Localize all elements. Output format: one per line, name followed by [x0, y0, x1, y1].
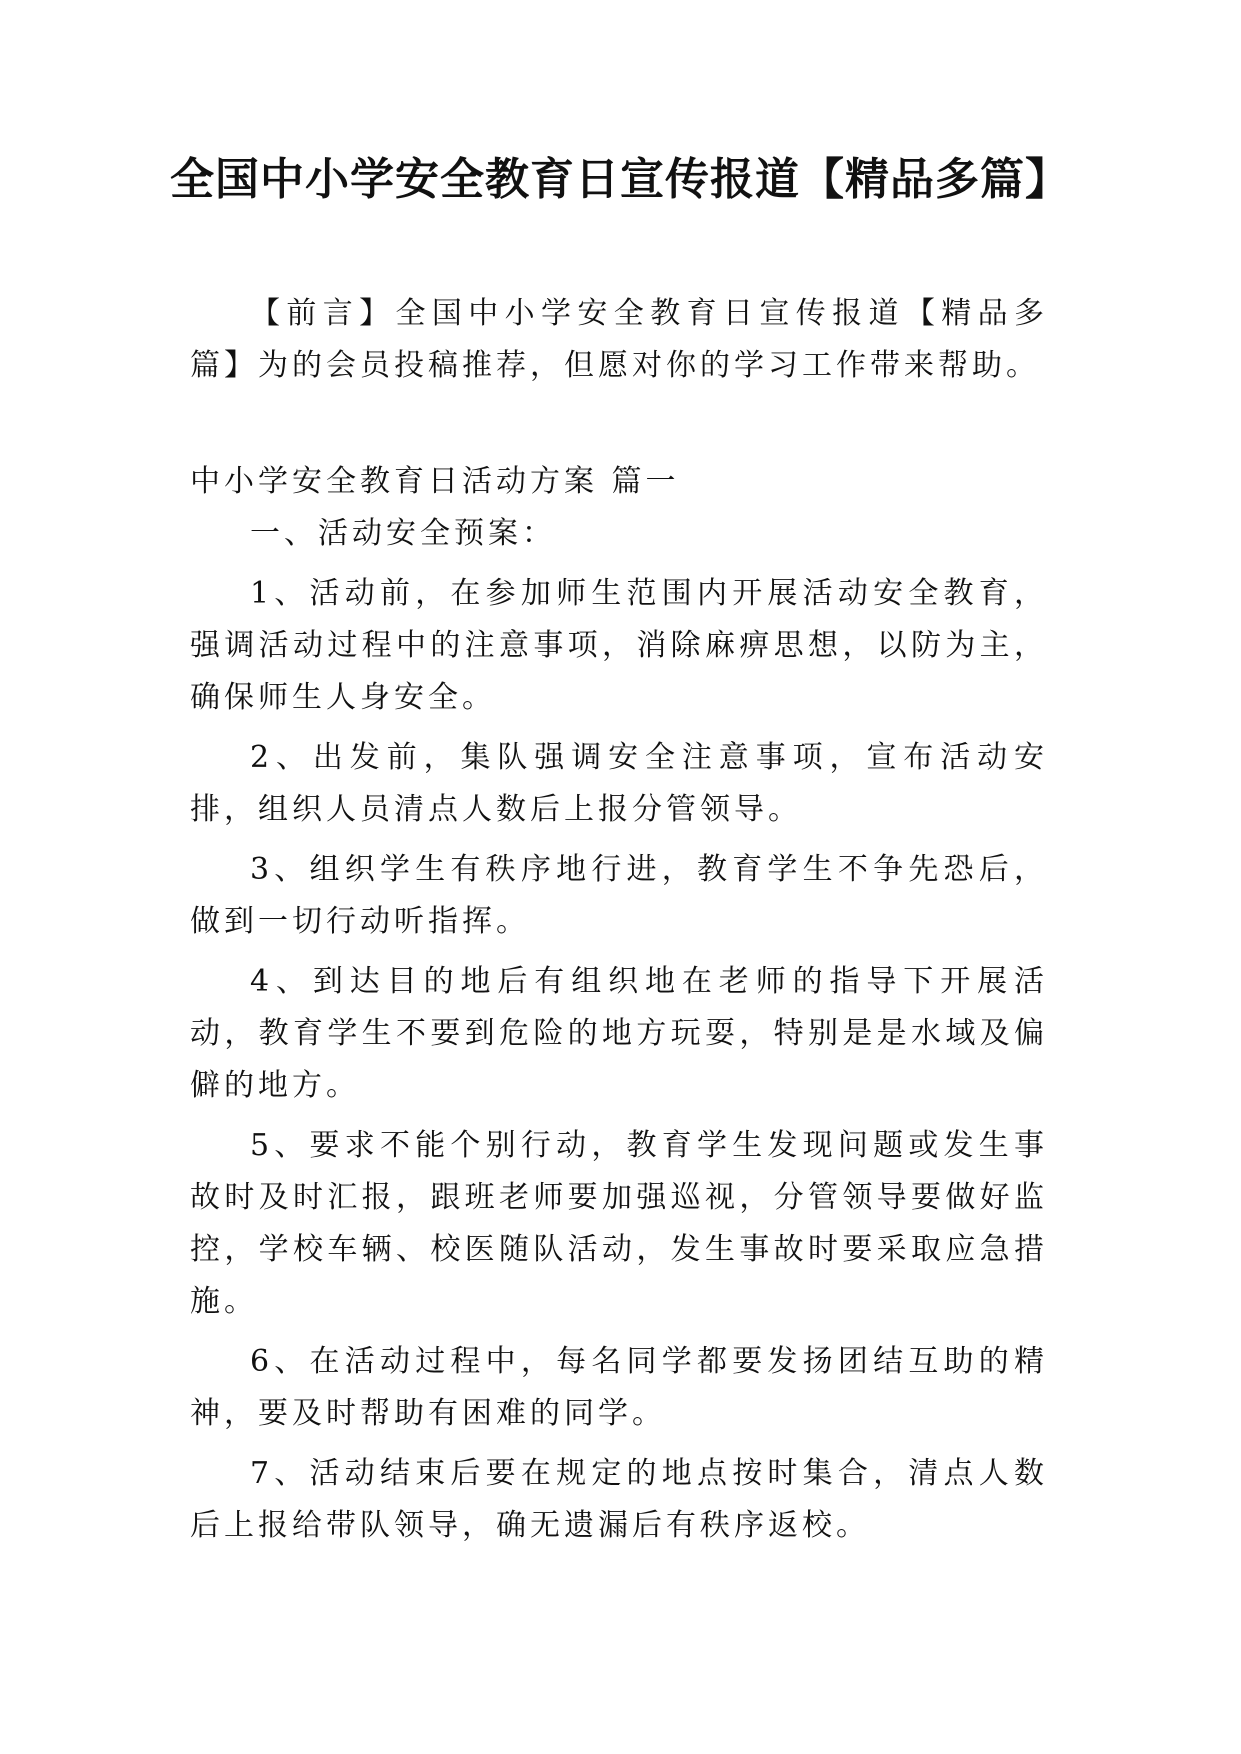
document-body: [190, 288, 1048, 1552]
list-item: 4、到达目的地后有组织地在老师的指导下开展活动，教育学生不要到危险的地方玩耍，特别是是水域及偏僻的地方。: [190, 964, 1048, 1103]
list-item: 3、组织学生有秩序地行进，教育学生不争先恐后，做到一切行动听指挥。: [190, 852, 1048, 939]
list-item: 1、活动前，在参加师生范围内开展活动安全教育，强调活动过程中的注意事项，消除麻痹思想，以防为主，确保师生人身安全。: [190, 576, 1048, 715]
list-item: 5、要求不能个别行动，教育学生发现问题或发生事故时及时汇报，跟班老师要加强巡视，分管领导要做好监控，学校车辆、校医随队活动，发生事故时要采取应急措施。: [190, 1128, 1048, 1319]
list-item: 2、出发前，集队强调安全注意事项，宣布活动安排，组织人员清点人数后上报分管领导。: [190, 740, 1048, 827]
list-item: 7、活动结束后要在规定的地点按时集合，清点人数后上报给带队领导，确无遗漏后有秩序返校。: [190, 1456, 1048, 1543]
section-heading: 中小学安全教育日活动方案 篇一: [190, 464, 680, 499]
list-item: 6、在活动过程中，每名同学都要发扬团结互助的精神，要及时帮助有困难的同学。: [190, 1344, 1048, 1431]
subheading: 一、活动安全预案：: [250, 516, 556, 551]
intro-paragraph: 【前言】全国中小学安全教育日宣传报道【精品多篇】为的会员投稿推荐，但愿对你的学习工作带来帮助。: [190, 296, 1048, 383]
document-title: 全国中小学安全教育日宣传报道【精品多篇】: [170, 154, 1070, 205]
